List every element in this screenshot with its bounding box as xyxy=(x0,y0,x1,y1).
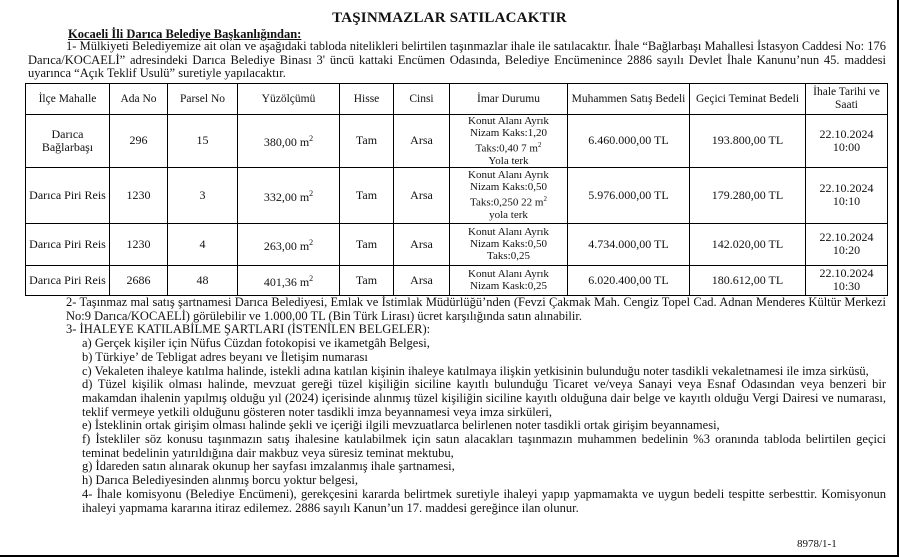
cell-block: 1230 xyxy=(110,223,168,265)
header-share: Hisse xyxy=(340,84,394,115)
square-superscript: 2 xyxy=(537,141,542,149)
table-row xyxy=(26,265,888,295)
condition-paragraph: f) İstekliler söz konusu taşınmazın satış ihalesine katılabilmek için satın alacakları taşınmazın muhammen bedelinin %3 oranında tabloda belirtilen geçici teminat bedelinin yatırıldığına dair makbuz veya süresiz teminat mektubu, xyxy=(82,432,886,460)
cell-type: Arsa xyxy=(394,115,450,168)
cell-zoning xyxy=(450,223,568,265)
cell-deposit: 180.612,00 TL xyxy=(690,265,806,295)
condition-paragraph: g) İdareden satın alınarak okunup her sayfası imzalanmış ihale şartnamesi, xyxy=(82,459,455,474)
cell-estimated: 5.976.000,00 TL xyxy=(568,167,690,223)
cell-date xyxy=(806,223,888,265)
cell-type: Arsa xyxy=(394,223,450,265)
cell-share: Tam xyxy=(340,115,394,168)
cell-parcel: 48 xyxy=(168,265,238,295)
zoning-line: Konut Alanı Ayrık xyxy=(468,169,549,182)
intro-text: 1- Mülkiyeti Belediyemize ait olan ve aşağıdaki tabloda nitelikleri belirtilen taşınmazlar ihale ile satılacaktır. İhale “Bağlarbaşı Mahallesi İstasyon Caddesi No: 176 Darıca/KOCAELİ” adresindeki Darıca Belediye Binası 3' üncü kattaki Encümen Odasında, Belediye Encümenince 2886 sayılı Devlet İhale Kanunu’nun 45. maddesi uyarınca “Açık Teklif Usulü” suretiyle yapılacaktır. xyxy=(28,39,886,81)
cell-block: 1230 xyxy=(110,167,168,223)
square-superscript: 2 xyxy=(309,188,314,198)
cell-parcel: 4 xyxy=(168,223,238,265)
cell-share: Tam xyxy=(340,265,394,295)
condition-paragraph: h) Darıca Belediyesinden alınmış borcu yoktur belgesi, xyxy=(82,473,358,488)
cell-type: Arsa xyxy=(394,265,450,295)
table-row xyxy=(26,167,888,223)
cell-deposit: 142.020,00 TL xyxy=(690,223,806,265)
table-row xyxy=(26,115,888,168)
cell-share: Tam xyxy=(340,223,394,265)
cell-share: Tam xyxy=(340,167,394,223)
auction-time: 10:00 xyxy=(832,139,861,154)
cell-block: 2686 xyxy=(110,265,168,295)
reference-number: 8978/1-1 xyxy=(797,538,837,550)
table-header-row xyxy=(26,84,888,115)
condition-paragraph: d) Tüzel kişilik olması halinde, mevzuat gereği tüzel kişiliğin siciline kayıtlı bulunduğu Ticaret ve/veya Sanayi veya Esnaf Odasından veya benzeri bir makamdan ihalenin yapılmış olduğu yıl (2024) içerisinde alınmış tüzel kişiliğin siciline kayıtlı olduğuna dair belge ve kayıtlı olduğu Vergi Dairesi ve numarası, teklif vermeye yetkili olduğunu gösteren noter tasdikli imza beyannamesi veya imza sirküleri, xyxy=(82,377,886,419)
auction-date: 22.10.2024 xyxy=(819,126,874,141)
cell-area xyxy=(238,115,340,168)
cell-parcel: 15 xyxy=(168,115,238,168)
header-parcel: Parsel No xyxy=(168,84,238,115)
cell-area xyxy=(238,223,340,265)
auction-time: 10:10 xyxy=(832,194,861,209)
property-table xyxy=(25,83,888,296)
auction-time: 10:30 xyxy=(832,279,861,294)
cell-estimated: 6.460.000,00 TL xyxy=(568,115,690,168)
auction-date: 22.10.2024 xyxy=(819,266,874,281)
zoning-line: Konut Alanı Ayrık xyxy=(468,115,549,127)
zoning-line: Nizam Kaks:0,50 xyxy=(470,181,547,194)
zoning-line-wrap xyxy=(452,193,565,209)
square-superscript: 2 xyxy=(309,273,314,283)
condition-paragraph: c) Vekaleten ihaleye katılma halinde, istekli adına katılan kişinin ihaleye katılmaya ilişkin yetkisinin bulunduğu noter tasdikli vekaletnamesi ile imza sirküsü, xyxy=(82,363,869,378)
header-date: İhale Tarihi ve Saati xyxy=(806,84,888,115)
cell-type: Arsa xyxy=(394,167,450,223)
table-body xyxy=(26,115,888,296)
cell-deposit: 193.800,00 TL xyxy=(690,115,806,168)
auction-date: 22.10.2024 xyxy=(819,230,874,245)
cell-estimated: 6.020.400,00 TL xyxy=(568,265,690,295)
header-zoning: İmar Durumu xyxy=(450,84,568,115)
zoning-line: Nizam Kaks:1,20 xyxy=(470,127,547,139)
condition-paragraph: 3- İHALEYE KATILABİLME ŞARTLARI (İSTENİLEN BELGELER): xyxy=(66,322,431,337)
header-block: Ada No xyxy=(110,84,168,115)
zoning-line: yola terk xyxy=(489,208,528,221)
cell-district: Darıca Bağlarbaşı xyxy=(26,115,110,168)
area-value: 263,00 m xyxy=(263,238,310,253)
area-value: 380,00 m xyxy=(263,135,310,150)
intro-paragraph xyxy=(28,40,886,81)
cell-deposit: 179.280,00 TL xyxy=(690,167,806,223)
header-area: Yüzölçümü xyxy=(238,84,340,115)
cell-zoning xyxy=(450,115,568,168)
header-type: Cinsi xyxy=(394,84,450,115)
square-superscript: 2 xyxy=(543,195,547,204)
cell-area xyxy=(238,167,340,223)
condition-paragraph: a) Gerçek kişiler için Nüfus Cüzdan fotokopisi ve ikametgâh Belgesi, xyxy=(82,336,430,351)
cell-zoning xyxy=(450,265,568,295)
condition-paragraph: 4- İhale komisyonu (Belediye Encümeni), gerekçesini kararda belirtmek suretiyle ihaleyi yapıp yapmamakta ve uygun bedeli tespitte serbesttir. Komisyonun ihaleyi yapmama kararına itiraz edilemez. 2886 sayılı Kanun’un 17. maddesi gereğince ilan olunur. xyxy=(82,486,886,515)
header-deposit: Geçici Teminat Bedeli xyxy=(690,84,806,115)
condition-paragraph: e) İsteklinin ortak girişim olması halinde şekli ve içeriği ilgili mevzuatlarca belirlenen noter tasdikli ortak girişim beyannamesi, xyxy=(82,418,720,433)
square-superscript: 2 xyxy=(309,237,314,247)
table-row xyxy=(26,223,888,265)
page-title: TAŞINMAZLAR SATILACAKTIR xyxy=(332,10,567,26)
zoning-line: Taks:0,250 22 m xyxy=(470,196,544,209)
header-district: İlçe Mahalle xyxy=(26,84,110,115)
area-value: 332,00 m xyxy=(263,189,310,204)
issuer-heading: Kocaeli İli Darıca Belediye Başkanlığından: xyxy=(68,27,302,41)
zoning-line: Konut Alanı Ayrık xyxy=(468,226,549,239)
conditions-text xyxy=(28,296,886,515)
zoning-line: Nizam Kaks:0,50 xyxy=(470,238,547,251)
cell-district: Darıca Piri Reis xyxy=(26,265,110,295)
condition-paragraph: b) Türkiye’ de Tebligat adres beyanı ve İletişim numarası xyxy=(82,349,368,364)
area-value: 401,36 m xyxy=(263,274,310,289)
header-estimated: Muhammen Satış Bedeli xyxy=(568,84,690,115)
square-superscript: 2 xyxy=(309,134,314,144)
cell-district: Darıca Piri Reis xyxy=(26,167,110,223)
auction-time: 10:20 xyxy=(832,243,861,258)
zoning-line-wrap xyxy=(452,139,565,155)
zoning-line: Konut Alanı Ayrık xyxy=(468,268,549,281)
cell-date xyxy=(806,265,888,295)
cell-parcel: 3 xyxy=(168,167,238,223)
cell-estimated: 4.734.000,00 TL xyxy=(568,223,690,265)
zoning-line: Nizam Kask:0,25 xyxy=(470,280,547,293)
cell-district: Darıca Piri Reis xyxy=(26,223,110,265)
zoning-line: Taks:0,40 7 m xyxy=(475,142,538,155)
cell-date xyxy=(806,115,888,168)
cell-date xyxy=(806,167,888,223)
condition-paragraph: 2- Taşınmaz mal satış şartnamesi Darıca Belediyesi, Emlak ve İstimlak Müdürlüğü’nden (Fevzi Çakmak Mah. Cengiz Topel Cad. Adnan Menderes Kültür Merkezi No:9 Darıca/KOCAELİ) görülebilir ve 1.000,00 TL (Bin Türk Lirası) ücret karşılığında satın alınabilir. xyxy=(66,295,886,323)
zoning-line: Yola terk xyxy=(488,154,529,167)
cell-zoning xyxy=(450,167,568,223)
auction-date: 22.10.2024 xyxy=(819,181,874,196)
zoning-line: Taks:0,25 xyxy=(487,250,530,263)
cell-block: 296 xyxy=(110,115,168,168)
cell-area xyxy=(238,265,340,295)
